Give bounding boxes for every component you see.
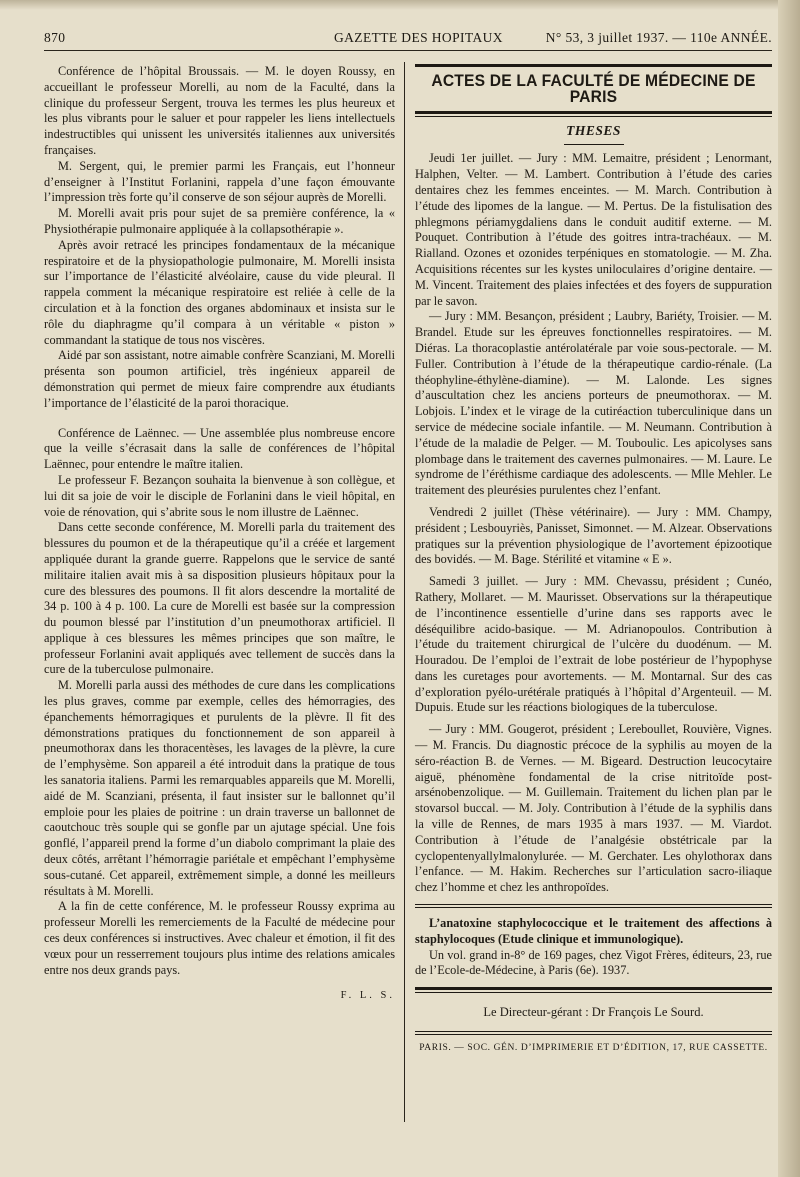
theses-thursday-jury-2: — Jury : MM. Besançon, président ; Laubry, Bariéty, Troisier. — M. Brandel. Etude sur les épreuves fonctionnelles respiratoires. — M. Diéras. La thoracoplastie antérolatérale par voie sous-pectorale. — M. Fuller. Contribution à l’étude de la thérapeutique cardio-rénale. (La théophyline-éthylène-diamine). — M. Lalonde. Les signes d’auscultation chez les anciens porteurs de pneumothorax. — M. Lobjois. L’index et le virage de la cutiréaction tuberculinique dans un service de médecine sociale infantile. — M. Neumann. Contribution à l’étude de la maladie de Pelger. — M. Touboulic. Les apicolyses sans plombage dans le traitement des cavernes pulmonaires. — M. Laure. Le syndrome de l’éréthisme cardiaque des adolescents. — Mlle Mehler. Le traitement des pleurésies purulentes chez l’enfant. bbox=[415, 309, 772, 498]
book-info: Un vol. grand in-8° de 169 pages, chez Vigot Frères, éditeurs, 23, rue de l’Ecole-de-Médecine, à Paris (6e). 1937. bbox=[415, 947, 772, 978]
paragraph-respiratory-mechanics: Après avoir retracé les principes fondamentaux de la mécanique respiratoire et de la physiopathologie pulmonaire, M. Morelli insista sur l’importance de l’élasticité alvéolaire, cause du vide pleural. Il rappela comment la mécanique respiratoire est reliée à celle de la circulation et à la fonction des organes abdominaux et insista sur le rôle du diaphragme qu’il compara à un véritable « piston » commandant la statique de tous nos viscères. bbox=[44, 237, 395, 347]
paragraph-closing: A la fin de cette conférence, M. le professeur Roussy exprima au professeur Morelli les remerciements de la Faculté de médecine pour ces deux conférences si instructives. Avec chaleur et émotion, il fit des vœux pour un resserrement toujours plus intime des relations amicales entre nos deux grands pays. bbox=[44, 899, 395, 977]
book-rule-3 bbox=[415, 987, 772, 990]
issue-info: N° 53, 3 juillet 1937. — 110e ANNÉE. bbox=[545, 30, 772, 45]
theses-heading: THESES bbox=[566, 122, 621, 138]
paragraph-broussais: Conférence de l’hôpital Broussais. — M. le doyen Roussy, en accueillant le professeur Morelli, au nom de la Faculté, dans la clinique du professeur Sergent, trouva les termes les plus heureux et les plus vibrants pour le saluer et pour rappeler les liens intellectuels indestructibles qui unissent les universités italiennes aux universités françaises. bbox=[44, 64, 395, 157]
book-rule-1 bbox=[415, 904, 772, 905]
left-column bbox=[44, 64, 395, 1004]
paragraph-laennec: Conférence de Laënnec. — Une assemblée plus nombreuse encore que la veille s’écrasait dans la salle de conférences de l’hôpital Laënnec, pour entendre le maître italien. bbox=[44, 425, 395, 472]
page-top-edge bbox=[0, 0, 800, 10]
book-title: L’anatoxine staphylococcique et le traitement des affections à staphylocoques (Etude clinique et immunologique). bbox=[415, 916, 772, 946]
right-column bbox=[415, 64, 772, 1057]
printer-rule-1 bbox=[415, 1031, 772, 1032]
section-title: ACTES DE LA FACULTÉ DE MÉDECINE DE PARIS bbox=[431, 71, 756, 106]
header-rule bbox=[44, 50, 772, 51]
director-line: Le Directeur-gérant : Dr François Le Sourd. bbox=[483, 1005, 704, 1020]
paragraph-second-conference: Dans cette seconde conférence, M. Morelli parla du traitement des blessures du poumon et de la thérapeutique qu’il a créée et largement appliquée durant la grande guerre. Rappelons que le service de santé militaire italien avait mis à sa disposition plusieurs hôpitaux pour la cure des blessures des poumons. Il fit alors descendre la mortalité de 34 p. 100 à 4 p. 100. La cure de Morelli est basée sur la compression du poumon blessé par l’institution d’un pneumothorax artificiel. Il applique à ces blessures les mêmes principes que son maître, le professeur Forlanini avait appliqués avec tellement de succès dans la cure de la tuberculose pulmonaire. bbox=[44, 520, 395, 677]
journal-title: GAZETTE DES HOPITAUX bbox=[334, 30, 503, 45]
page-header bbox=[44, 30, 772, 52]
book-rule-4 bbox=[415, 992, 772, 993]
signature: F. L. S. bbox=[340, 990, 395, 1002]
book-rules-top bbox=[415, 904, 772, 908]
paragraph-artificial-lung: Aidé par son assistant, notre aimable confrère Scanziani, M. Morelli présenta son poumon artificiel, très ingénieux appareil de démonstration qui permet de mieux faire comprendre aux étudiants l’importance de l’élasticité de la paroi thoracique. bbox=[44, 348, 395, 410]
theses-thursday: Jeudi 1er juillet. — Jury : MM. Lemaitre, président ; Lenormant, Halphen, Velter. — M. Lambert. Contribution à l’étude des caries dentaires chez les femmes enceintes. — M. March. Contribution à l’étude des lipomes de la langue. — M. Pertus. De la fistulisation des phlegmons périamygdaliens dans le conduit auditif externe. — M. Pouquet. Contribution à l’étude des goitres intra-trachéaux. — M. Rialland. Ozones et ozonides terpéniques en stomatologie. — M. Zha. Acquisitions récentes sur les kystes uniloculaires d’origine dentaire. — M. Vincent. Traitement des plaies infectées et des foyers de suppuration par le savon. bbox=[415, 151, 772, 308]
printer-line: PARIS. — SOC. GÉN. D’IMPRIMERIE ET D’ÉDITION, 17, RUE CASSETTE. bbox=[419, 1043, 768, 1054]
section-bottom-thin-rule bbox=[415, 116, 772, 117]
book-rule-2 bbox=[415, 907, 772, 908]
paragraph-bezancon: Le professeur F. Bezançon souhaita la bienvenue à son collègue, et lui dit sa joie de voir le disciple de Forlanini dans le vieil hôpital, en voie de rénovation, qui s’abrite sous le nom illustre de Laënnec. bbox=[44, 472, 395, 519]
book-rules-bottom bbox=[415, 987, 772, 993]
theses-friday: Vendredi 2 juillet (Thèse vétérinaire). — Jury : MM. Champy, président ; Lesbouyriès, Panisset, Simonnet. — M. Alzear. Observations pratiques sur la prévention physiologique de l’avortement épizootique des bovidés. — M. Bage. Stérilité et vitamine « E ». bbox=[415, 504, 772, 567]
column-divider bbox=[404, 62, 405, 1122]
theses-saturday: Samedi 3 juillet. — Jury : MM. Chevassu, président ; Cunéo, Rathery, Mollaret. — M. Maurisset. Observations sur la thérapeutique de l’incontinence essentielle d’urine dans ses rapports avec le déséquilibre acido-basique. — M. Adrianopoulos. Contribution à l’étude du traitement chirurgical de l’ulcère du duodénum. — M. Houradou. De l’emploi de l’extrait de lobe postérieur de l’hypophyse dans les curetages pour avortements. — M. Montarnal. Sur des cas d’exploration pyélo-urétérale pratiqués à l’hôpital d’Argenteuil. — M. Dupuis. Etude sur les réactions biologiques de la tuberculose. bbox=[415, 574, 772, 715]
paragraph-sergent: M. Sergent, qui, le premier parmi les Français, eut l’honneur d’enseigner à l’Institut Forlanini, rappela d’une façon émouvante l’impression très forte qu’il conserve de son séjour auprès de Morelli. bbox=[44, 158, 395, 205]
paragraph-first-conference: M. Morelli avait pris pour sujet de sa première conférence, la « Physiothérapie pulmonaire appliquée à la collapsothérapie ». bbox=[44, 206, 395, 236]
binding-shadow bbox=[778, 0, 800, 1177]
printer-rule-2 bbox=[415, 1034, 772, 1035]
section-bottom-rule bbox=[415, 111, 772, 114]
theses-saturday-jury-2: — Jury : MM. Gougerot, président ; Lereboullet, Rouvière, Vignes. — M. Francis. Du diagnostic précoce de la syphilis au moyen de la séro-réaction B. de Vernes. — M. Bigeard. Destruction leucocytaire aiguë, phénomène fondamental de la crise nitritoïde post-arsénobenzolique. — M. Guillemain. Traitement du lichen plan par le stovarsol buccal. — M. Joly. Contribution à l’étude de la syphilis dans la ville de Rennes, de mars 1935 à mars 1937. — M. Viardot. Contribution à l’étude de l’analgésie obstétricale par la cyclopentenyallylmalonylurée. — M. Gerchater. Les ohylothorax dans l’enfance. — M. Hakim. Recherches sur l’articulation sacro-iliaque chez l’homme et chez les anthropoïdes. bbox=[415, 722, 772, 895]
paragraph-complications: M. Morelli parla aussi des méthodes de cure dans les complications les plus graves, comme par exemple, celles des hémorragies, des épanchements hémorragiques et purulents de la plèvre. Il fit des démonstrations pratiques du fonctionnement de son appareil à pneumothorax dans les thoracentèses, les lavages de la plèvre, la cure de l’emphysème. Son appareil a été introduit dans la pratique de tous les sanatoria italiens. Parmi les remarquables appareils que M. Morelli, aidé de M. Scanziani, présenta, il faut insister sur le ballonnet qu’il emploie pour les plaies de poitrine : un drain traverse un ballonnet de caoutchouc très souple qui se gonfle par un ajutage spécial. Une fois gonflé, l’appareil prend la forme d’un diabolo comprimant la plaie des deux côtés, arrêtant l’hémorragie pariétale et empêchant l’emphysème sous-cutané. Cet appareil, extrêmement simple, a donné les meilleurs résultats à M. Morelli. bbox=[44, 678, 395, 898]
page-number: 870 bbox=[44, 30, 66, 45]
theses-rule bbox=[564, 144, 624, 145]
